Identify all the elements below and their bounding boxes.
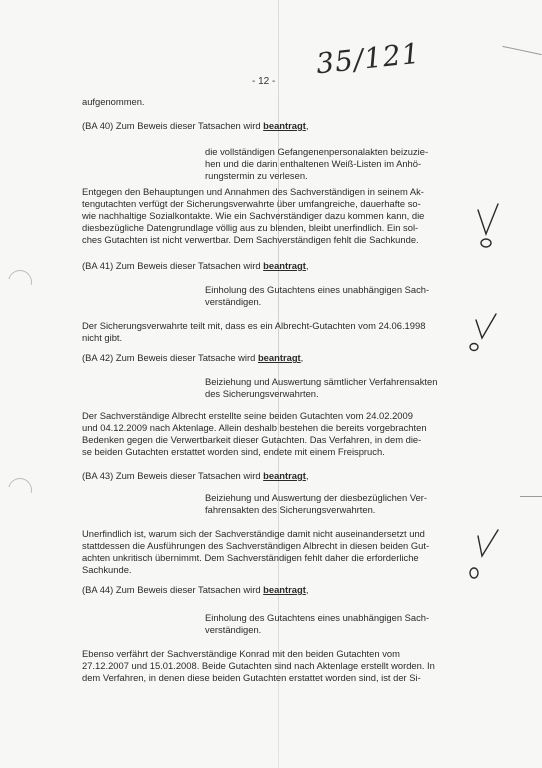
paragraph-line: achten unkritisch übernimmt. Dem Sachverständigen fehlt daher die erforderliche: [82, 552, 419, 563]
motion-ref: (BA 41) Zum Beweis dieser Tatsachen wird: [82, 260, 264, 271]
margin-mark-2: [470, 314, 496, 351]
motion-ref: (BA 42) Zum Beweis dieser Tatsache wird: [82, 352, 258, 363]
request-line: rungstermin zu verlesen.: [205, 170, 308, 181]
request-line: Einholung des Gutachtens eines unabhängigen Sach-: [205, 284, 430, 295]
beantragt-keyword: beantragt: [263, 470, 306, 481]
paragraph-line: Sachkunde.: [82, 564, 132, 575]
page-number: - 12 -: [252, 76, 276, 87]
paragraph-line: Der Sicherungsverwahrte teilt mit, dass es ein Albrecht-Gutachten vom 24.06.1998: [82, 320, 426, 331]
motion-ref: (BA 44) Zum Beweis dieser Tatsachen wird: [82, 584, 264, 595]
paragraph-line: diesbezügliche Datengrundlage völlig aus zu blenden, bleibt unerfindlich. Ein sol-: [82, 222, 419, 233]
margin-mark-1: [478, 204, 498, 247]
paragraph-line: nicht gibt.: [82, 332, 123, 343]
margin-mark-3: [470, 530, 498, 578]
paragraph-line: dem Verfahren, in denen diese beiden Gutachten erstattet worden sind, ist der Si-: [82, 672, 421, 683]
motion-tail: ,: [305, 120, 309, 131]
motion-tail: ,: [305, 470, 309, 481]
motion-tail: ,: [305, 260, 309, 271]
motion-tail: ,: [305, 584, 309, 595]
paragraph-line: 27.12.2007 und 15.01.2008. Beide Gutachten sind nach Aktenlage erstellt worden. In: [82, 660, 435, 671]
request-line: verständigen.: [205, 624, 262, 635]
motion-ref: (BA 43) Zum Beweis dieser Tatsachen wird: [82, 470, 264, 481]
request-line: Einholung des Gutachtens eines unabhängigen Sach-: [205, 612, 430, 623]
beantragt-keyword: beantragt: [257, 352, 301, 363]
paragraph-line: Entgegen den Behauptungen und Annahmen des Sachverständigen in seinem Ak-: [82, 186, 424, 197]
motion-ref: (BA 40) Zum Beweis dieser Tatsachen wird: [82, 120, 264, 131]
motion-tail: ,: [300, 352, 304, 363]
paragraph-line: Ebenso verfährt der Sachverständige Konrad mit den beiden Gutachten vom: [82, 648, 400, 659]
request-line: verständigen.: [205, 296, 262, 307]
request-line: hen und die darin enthaltenen Weiß-Listen im Anhö-: [205, 158, 422, 169]
paragraph-line: und 04.12.2009 nach Aktenlage. Allein deshalb bestehen die bereits vorgebrachten: [82, 422, 427, 433]
paragraph-line: Unerfindlich ist, warum sich der Sachverständige damit nicht auseinandersetzt und: [82, 528, 425, 539]
paragraph-line: wie nachhaltige Sozialkontakte. Wie ein Sachverständiger dazu kommen kann, die: [82, 210, 425, 221]
paragraph-line: stattdessen die Ausführungen des Sachverständigen Albrecht in diesen beiden Gut-: [82, 540, 430, 551]
beantragt-keyword: beantragt: [263, 120, 306, 131]
paragraph-line: Bedenken gegen die Verwertbarkeit dieser Gutachten. Das Verfahren, in dem die-: [82, 434, 422, 445]
request-line: die vollständigen Gefangenenpersonalakten beizuzie-: [205, 146, 429, 157]
beantragt-keyword: beantragt: [263, 584, 306, 595]
handwritten-page-number: 35/121: [314, 36, 422, 81]
paragraph-line: tengutachten verfügt der Sicherungsverwahrte über umfangreiche, dauerhafte so-: [82, 198, 421, 209]
request-line: Beiziehung und Auswertung sämtlicher Verfahrensakten: [205, 376, 438, 387]
paragraph-line: aufgenommen.: [82, 96, 145, 107]
request-line: Beiziehung und Auswertung der diesbezüglichen Ver-: [205, 492, 428, 503]
request-line: fahrensakten des Sicherungsverwahrten.: [205, 504, 376, 515]
paragraph-line: se beiden Gutachten erstattet worden sind, endete mit einem Freispruch.: [82, 446, 385, 457]
beantragt-keyword: beantragt: [263, 260, 306, 271]
paragraph-line: Der Sachverständige Albrecht erstellte seine beiden Gutachten vom 24.02.2009: [82, 410, 413, 421]
paragraph-line: ches Gutachten ist nicht verwertbar. Dem Sachverständigen fehlt die Sachkunde.: [82, 234, 419, 245]
request-line: des Sicherungsverwahrten.: [205, 388, 319, 399]
